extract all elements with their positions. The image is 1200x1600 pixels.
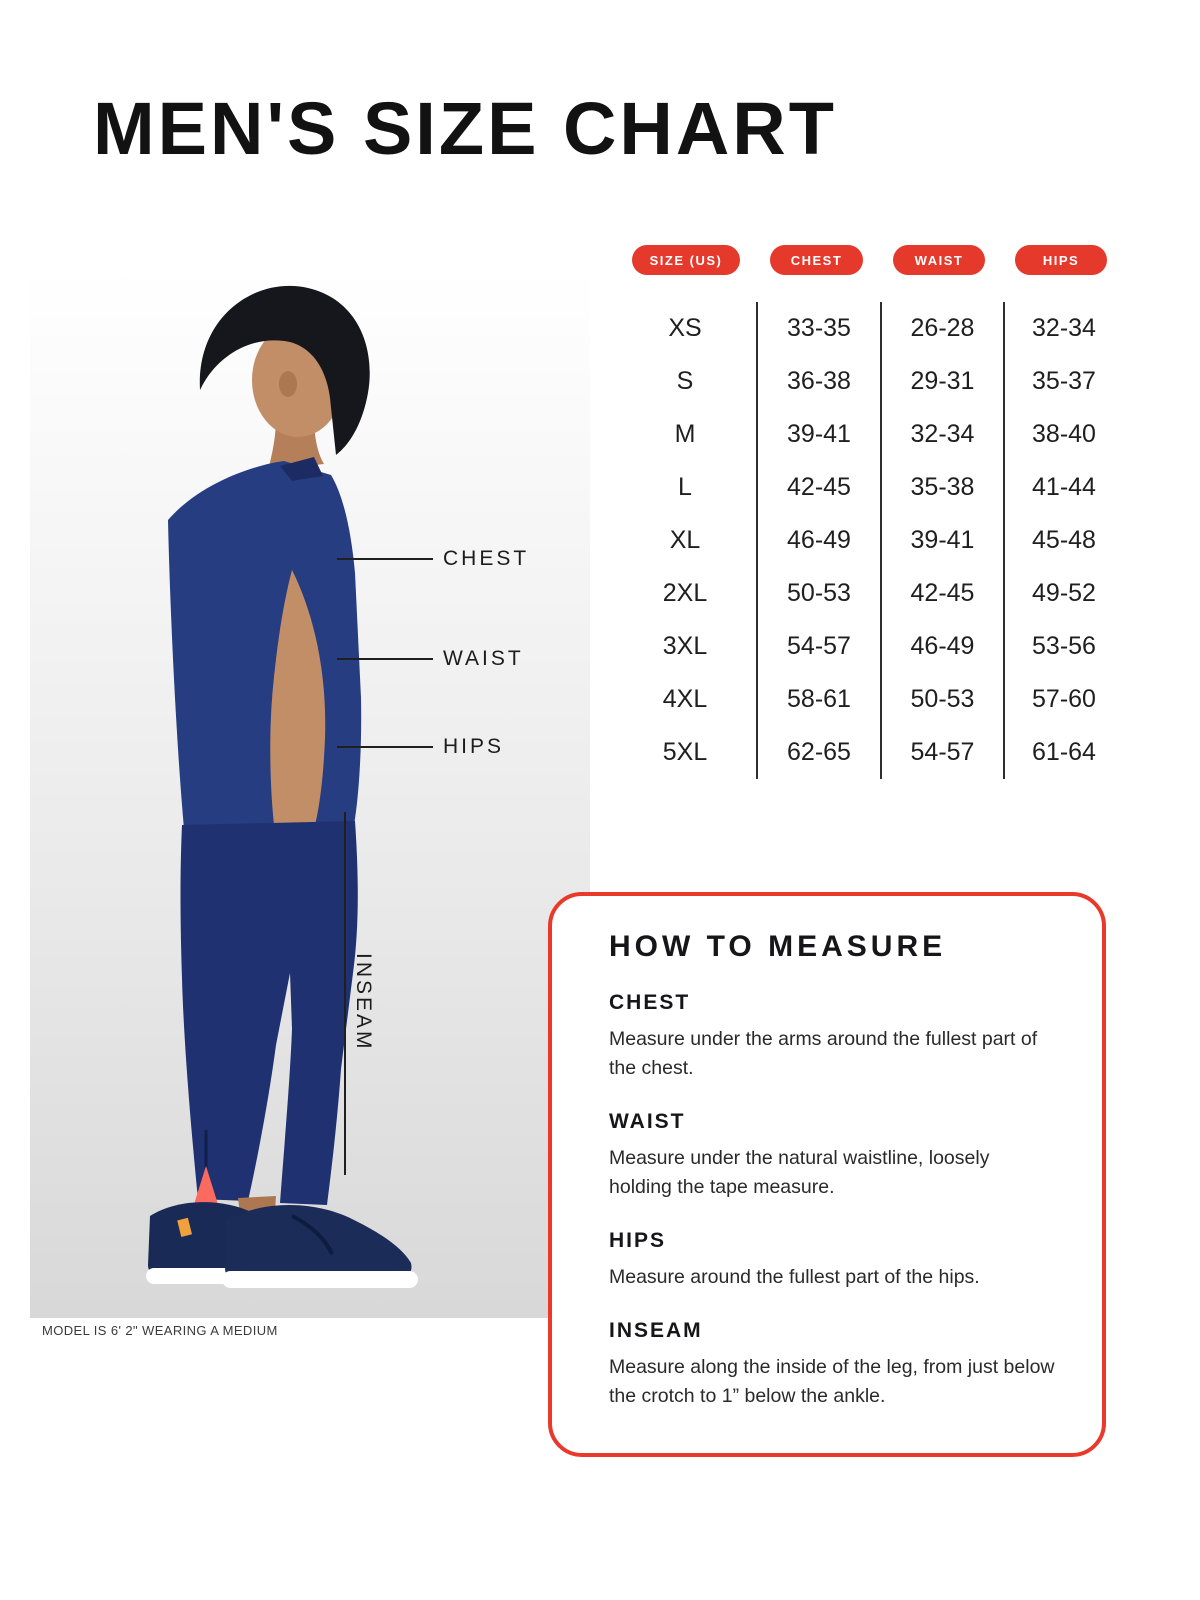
hips-cell: 38-40 bbox=[1003, 408, 1123, 461]
section-body-hips: Measure around the fullest part of the hips. bbox=[609, 1266, 980, 1288]
hips-cell: 61-64 bbox=[1003, 726, 1123, 779]
scrub-top-shape bbox=[168, 461, 361, 829]
hips-cell: 57-60 bbox=[1003, 673, 1123, 726]
model-caption: MODEL IS 6' 2" WEARING A MEDIUM bbox=[42, 1323, 278, 1338]
chest-cell: 39-41 bbox=[756, 408, 880, 461]
size-cell: L bbox=[678, 473, 692, 501]
waist-cell: 29-31 bbox=[880, 355, 1003, 408]
section-heading-hips: HIPS bbox=[609, 1229, 667, 1252]
how-to-measure-section-waist bbox=[609, 1110, 1062, 1202]
chest-cell: 36-38 bbox=[756, 355, 880, 408]
waist-cell: 35-38 bbox=[880, 461, 1003, 514]
front-shoe-shape bbox=[225, 1205, 411, 1279]
chest-cell: 46-49 bbox=[756, 514, 880, 567]
model-photo-panel bbox=[30, 268, 590, 1318]
column-pill-size: SIZE (US) bbox=[632, 245, 740, 275]
size-cell: 5XL bbox=[662, 738, 708, 766]
model-illustration bbox=[30, 268, 590, 1318]
hips-cell: 49-52 bbox=[1003, 567, 1123, 620]
hips-cell: 35-37 bbox=[1003, 355, 1123, 408]
chest-cell: 62-65 bbox=[756, 726, 880, 779]
waist-cell: 50-53 bbox=[880, 673, 1003, 726]
column-pill-hips: HIPS bbox=[1015, 245, 1107, 275]
waist-cell: 39-41 bbox=[880, 514, 1003, 567]
front-shoe-sole bbox=[222, 1271, 418, 1288]
waist-cell: 54-57 bbox=[880, 726, 1003, 779]
waist-cell: 32-34 bbox=[880, 408, 1003, 461]
size-cell: 2XL bbox=[662, 579, 708, 607]
inseam-callout-label: INSEAM bbox=[352, 953, 375, 1052]
waist-cell: 26-28 bbox=[880, 302, 1003, 355]
section-heading-waist: WAIST bbox=[609, 1110, 686, 1133]
column-pill-waist: WAIST bbox=[893, 245, 985, 275]
size-cell: XS bbox=[668, 314, 702, 342]
page-title: MEN'S SIZE CHART bbox=[93, 87, 837, 170]
chest-callout-label: CHEST bbox=[443, 547, 530, 570]
hips-callout-label: HIPS bbox=[443, 735, 505, 758]
size-cell: 4XL bbox=[662, 685, 708, 713]
hips-cell: 45-48 bbox=[1003, 514, 1123, 567]
size-cell: 3XL bbox=[662, 632, 708, 660]
section-heading-inseam: INSEAM bbox=[609, 1319, 703, 1342]
hips-cell: 53-56 bbox=[1003, 620, 1123, 673]
hips-callout-line bbox=[337, 746, 433, 748]
how-to-measure-section-hips bbox=[609, 1229, 1062, 1292]
chest-cell: 50-53 bbox=[756, 567, 880, 620]
waist-cell: 42-45 bbox=[880, 567, 1003, 620]
how-to-measure-section-inseam bbox=[609, 1319, 1062, 1411]
ear-shape bbox=[279, 371, 297, 397]
waist-callout-label: WAIST bbox=[443, 647, 524, 670]
how-to-measure-box bbox=[548, 892, 1106, 1457]
chest-cell: 58-61 bbox=[756, 673, 880, 726]
inseam-callout-line bbox=[344, 812, 346, 1175]
waist-callout-line bbox=[337, 658, 433, 660]
column-pill-chest: CHEST bbox=[770, 245, 863, 275]
chest-cell: 54-57 bbox=[756, 620, 880, 673]
how-to-measure-section-chest bbox=[609, 991, 1062, 1083]
chest-callout-line bbox=[337, 558, 433, 560]
hips-cell: 32-34 bbox=[1003, 302, 1123, 355]
hips-cell: 41-44 bbox=[1003, 461, 1123, 514]
how-to-measure-title: HOW TO MEASURE bbox=[609, 930, 947, 963]
section-body-waist: Measure under the natural waistline, loosely holding the tape measure. bbox=[609, 1147, 990, 1198]
section-heading-chest: CHEST bbox=[609, 991, 691, 1014]
chest-cell: 42-45 bbox=[756, 461, 880, 514]
waist-cell: 46-49 bbox=[880, 620, 1003, 673]
size-cell: S bbox=[676, 367, 694, 395]
size-table bbox=[614, 302, 1123, 779]
size-cell: M bbox=[674, 420, 696, 448]
size-cell: XL bbox=[669, 526, 701, 554]
section-body-inseam: Measure along the inside of the leg, from just below the crotch to 1” below the ankle. bbox=[609, 1356, 1055, 1407]
chest-cell: 33-35 bbox=[756, 302, 880, 355]
section-body-chest: Measure under the arms around the fullest part of the chest. bbox=[609, 1028, 1038, 1079]
